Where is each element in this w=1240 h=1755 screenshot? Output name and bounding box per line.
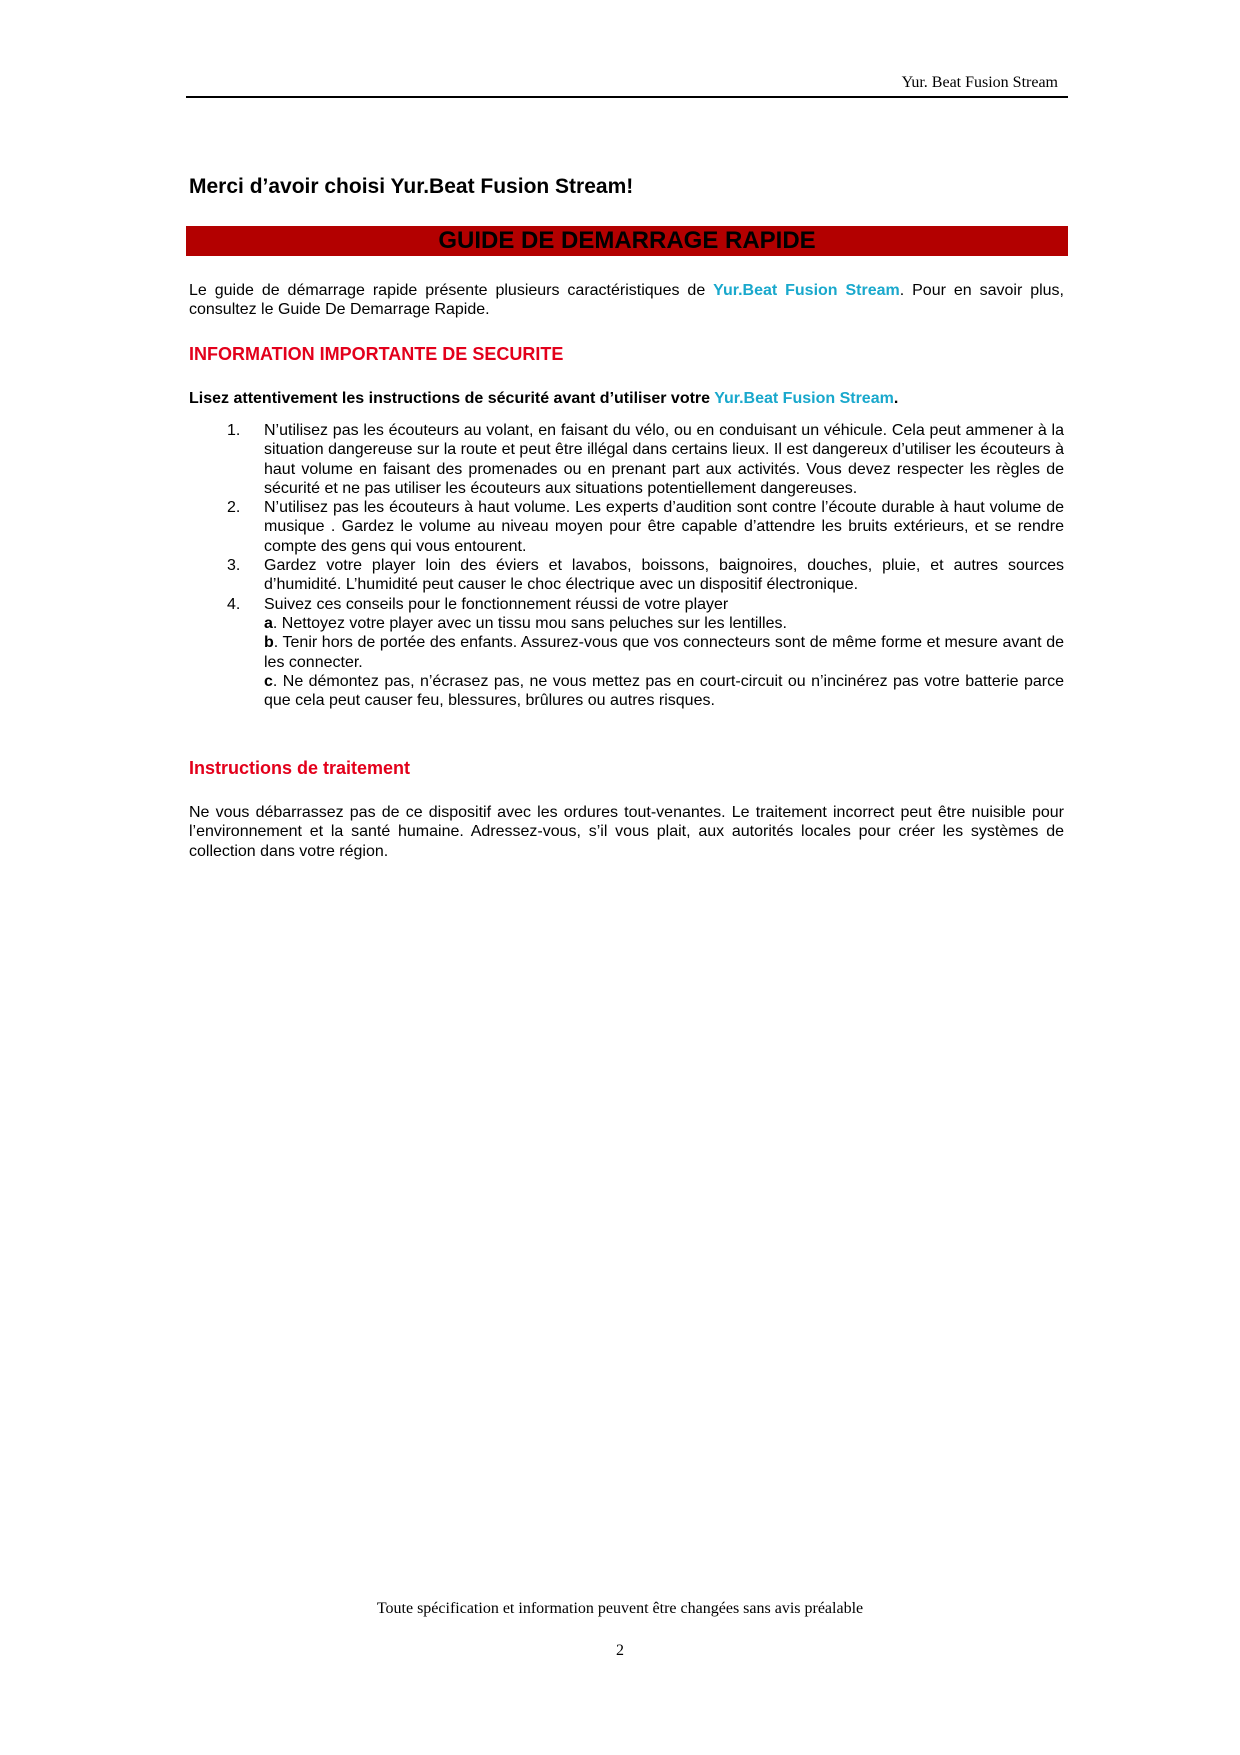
list-item-text: Gardez votre player loin des éviers et lavabos, boissons, baignoires, douches, pluie, et autres sources d’humidité. L’humidité peut causer le choc électrique avec un dispositif électronique. (264, 557, 1064, 594)
sub-item-text: . Nettoyez votre player avec un tissu mou sans peluches sur les lentilles. (272, 614, 787, 632)
list-item-text: Suivez ces conseils pour le fonctionnement réussi de votre player (264, 595, 729, 613)
quick-start-banner: GUIDE DE DEMARRAGE RAPIDE (186, 226, 1068, 256)
sub-item-c (264, 672, 1064, 711)
sub-item-letter: c (264, 672, 273, 690)
sub-item-a (264, 614, 1064, 633)
safety-lead-brand: Yur.Beat Fusion Stream (714, 390, 894, 407)
thanks-heading: Merci d’avoir choisi Yur.Beat Fusion Stream! (189, 175, 634, 198)
list-item-text: N’utilisez pas les écouteurs au volant, en faisant du vélo, ou en conduisant un véhicule. Cela peut ammener à la situation dangereuse sur la route et peut être illégal dans certains lieux. Il est dangereux d’utiliser les écouteurs à haut volume en faisant des promenades ou en prenant part aux activités. Vous devez respecter les règles de sécurité et ne pas utiliser les écouteurs aux situations potentiellement dangereuses. (264, 422, 1064, 497)
list-item (189, 498, 1064, 556)
intro-text-after: . Pour en savoir plus, consultez le Guide De Demarrage Rapide. (189, 282, 1065, 318)
running-header: Yur. Beat Fusion Stream (901, 74, 1058, 91)
safety-lead (189, 390, 1064, 408)
safety-lead-before: Lisez attentivement les instructions de sécurité avant d’utiliser votre (189, 390, 715, 407)
intro-paragraph (189, 281, 1064, 319)
list-item (189, 556, 1064, 595)
header-rule (186, 96, 1068, 98)
disposal-paragraph: Ne vous débarrassez pas de ce dispositif avec les ordures tout-venantes. Le traitement incorrect peut être nuisible pour l’environnement et la santé humaine. Adressez-vous, s’il vous plait, aux autorités locales pour créer les systèmes de collection dans votre région. (189, 804, 1064, 860)
list-item (189, 421, 1064, 498)
page-number: 2 (616, 1642, 624, 1659)
list-item-number: 4. (227, 595, 241, 613)
list-item-number: 3. (227, 557, 241, 575)
list-item-number: 1. (227, 422, 241, 439)
footer-note: Toute spécification et information peuvent être changées sans avis préalable (376, 1600, 864, 1617)
intro-brand: Yur.Beat Fusion Stream (713, 282, 900, 299)
disposal-heading: Instructions de traitement (189, 758, 411, 778)
intro-text-before: Le guide de démarrage rapide présente plusieurs caractéristiques de (189, 282, 714, 299)
sub-item-letter: a (264, 614, 273, 632)
list-item-text: N’utilisez pas les écouteurs à haut volume. Les experts d’audition sont contre l’écoute durable à haut volume de musique . Gardez le volume au niveau moyen pour être capable d’attendre les bruits extérieurs, et se rendre compte des gens qui vous entourent. (264, 499, 1064, 555)
list-item-number: 2. (227, 499, 241, 517)
safety-lead-after: . (893, 390, 899, 407)
safety-heading: INFORMATION IMPORTANTE DE SECURITE (189, 344, 564, 364)
safety-list (189, 421, 1064, 710)
sub-item-b (264, 633, 1064, 672)
list-item (189, 595, 1064, 711)
sub-item-text: . Tenir hors de portée des enfants. Assurez-vous que vos connecteurs sont de même forme et mesure avant de les connecter. (264, 634, 1064, 671)
sub-item-letter: b (264, 634, 274, 652)
sub-item-text: . Ne démontez pas, n’écrasez pas, ne vous mettez pas en court-circuit ou n’incinérez pas votre batterie parce que cela peut causer feu, blessures, brûlures ou autres risques. (264, 672, 1064, 710)
